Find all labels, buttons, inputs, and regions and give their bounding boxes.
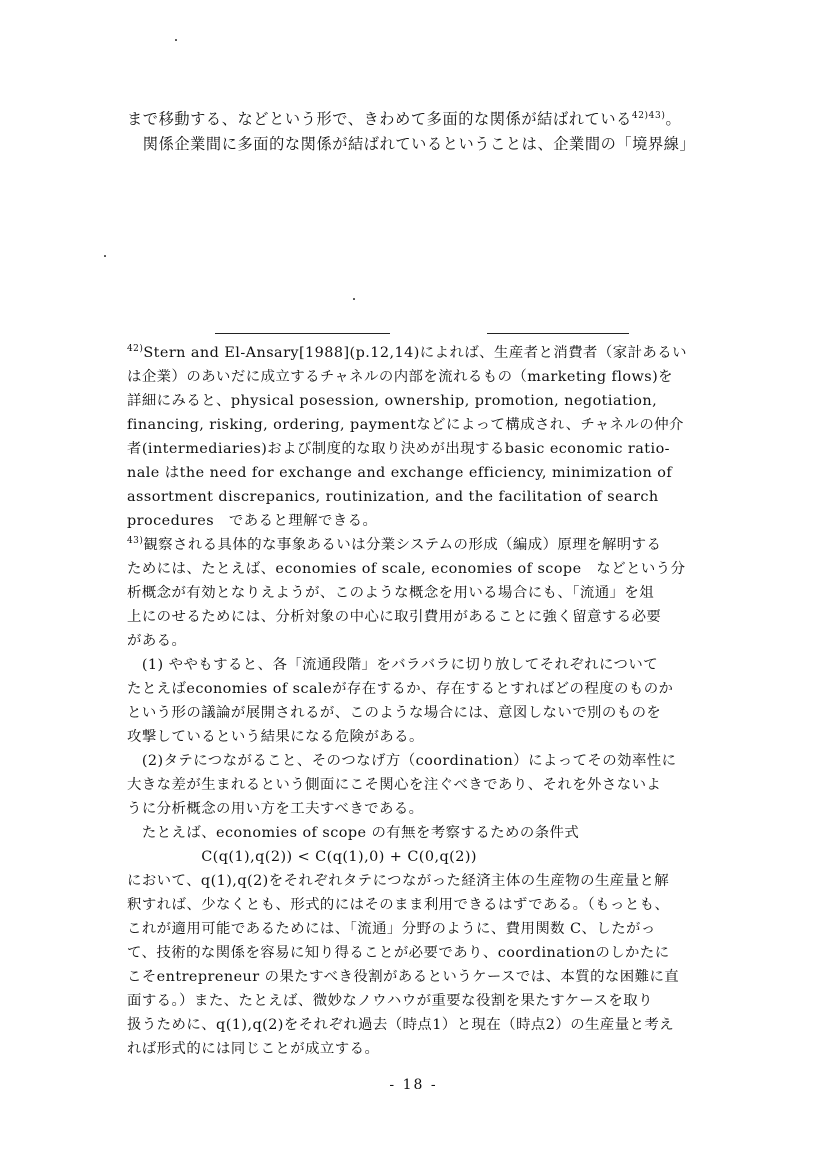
footnote-43-line-21: 扱うために、q(1),q(2)をそれぞれ過去（時点1）と現在（時点2）の生産量と考え <box>127 1017 675 1033</box>
footnote-43-line-12: うに分析概念の用い方を工夫すべきである。 <box>127 801 424 817</box>
footnote-43-line-17: これが適用可能であるためには、「流通」分野のように、費用関数 C、したがっ <box>127 921 656 937</box>
footnote-43-line-8: という形の議論が展開されるが、このような場合には、意図しないで別のものを <box>127 705 662 721</box>
footnote-43-text: 観察される具体的な事象あるいは分業システムの形成（編成）原理を解明する <box>143 537 662 553</box>
footnote-43-line-1 <box>127 536 661 554</box>
footnote-42-line-3: 詳細にみると、physical posession, ownership, promotion, negotiation, <box>127 393 658 409</box>
footnote-43-line-19: こそentrepreneur の果たすべき役割があるというケースでは、本質的な困難に直 <box>127 969 680 985</box>
footnote-43-line-15: において、q(1),q(2)をそれぞれタテにつながった経済主体の生産物の生産量と解 <box>127 873 670 889</box>
footnote-43-line-20: 面する。）また、たとえば、微妙なノウハウが重要な役割を果たすケースを取り <box>127 993 653 1009</box>
footnote-43-line-9: 攻撃しているという結果になる危険がある。 <box>127 729 424 745</box>
footnote-42-text: Stern and El-Ansary[1988](p.12,14)によれば、生産者と消費者（家計あるい <box>143 345 687 361</box>
footnote-43-line-2: ためには、たとえば、economies of scale, economies of scope などという分 <box>127 561 686 577</box>
footnote-43-line-3: 析概念が有効となりえようが、このような概念を用いる場合にも、「流通」を俎 <box>127 585 655 601</box>
body-line-1 <box>127 110 681 128</box>
footnote-42-line-6: nale はthe need for exchange and exchange efficiency, minimization of <box>127 465 673 481</box>
footnote-43-line-16: 釈すれば、少なくとも、形式的にはそのまま利用できるはずである。（もっとも、 <box>127 897 670 913</box>
footnote-43-marker: 43) <box>127 536 144 546</box>
footnote-43-line-4: 上にのせるためには、分析対象の中心に取引費用があることに強く留意する必要 <box>127 609 662 625</box>
footnote-43-line-22: れば形式的には同じことが成立する。 <box>127 1041 380 1057</box>
footnote-43-line-13: たとえば、economies of scope の有無を考察するための条件式 <box>127 825 580 841</box>
footnote-43-line-10: (2)タテにつながること、そのつなげ方（coordination）によってその効率性に <box>127 753 677 769</box>
footnote-43-line-7: たとえばeconomies of scaleが存在するか、存在するとすればどの程度のものか <box>127 681 674 697</box>
scan-speck <box>353 298 355 300</box>
page-number: - 18 - <box>389 1077 438 1093</box>
scan-speck <box>175 39 177 41</box>
footnote-42-line-2: は企業）のあいだに成立するチャネルの内部を流れるもの（marketing flows)を <box>127 369 673 385</box>
footnote-42-line-4: financing, risking, ordering, paymentなどによって構成され、チャネルの仲介 <box>127 417 684 433</box>
footnote-43-line-18: て、技術的な関係を容易に知り得ることが必要であり、coordinationのしかたに <box>127 945 670 961</box>
footnote-43-formula: C(q(1),q(2)) < C(q(1),0) + C(0,q(2)) <box>127 849 477 865</box>
body-line-1-end: 。 <box>665 110 682 128</box>
footnote-42-line-8: procedures であると理解できる。 <box>127 513 378 529</box>
footnote-43-line-5: がある。 <box>127 633 187 649</box>
scan-speck <box>104 255 106 257</box>
body-line-2: 関係企業間に多面的な関係が結ばれているということは、企業間の「境界線」 <box>127 135 696 153</box>
footnote-42-line-5: 者(intermediaries)および制度的な取り決めが出現するbasic economic ratio- <box>127 441 670 457</box>
footnote-42-line-7: assortment discrepanics, routinization, and the facilitation of search <box>127 489 659 505</box>
footnote-ref-42-43: 42)43) <box>631 111 666 121</box>
footnote-42-marker: 42) <box>127 344 144 354</box>
body-line-1-text: まで移動する、などという形で、きわめて多面的な関係が結ばれている <box>127 110 632 128</box>
footnote-separator-right <box>487 333 629 334</box>
footnote-43-line-11: 大きな差が生まれるという側面にこそ関心を注ぐべきであり、それを外さないよ <box>127 777 662 793</box>
footnote-43-line-6: (1) ややもすると、各「流通段階」をバラバラに切り放してそれぞれについて <box>127 657 659 673</box>
footnote-separator-left <box>215 333 390 334</box>
footnote-42-line-1 <box>127 344 687 362</box>
